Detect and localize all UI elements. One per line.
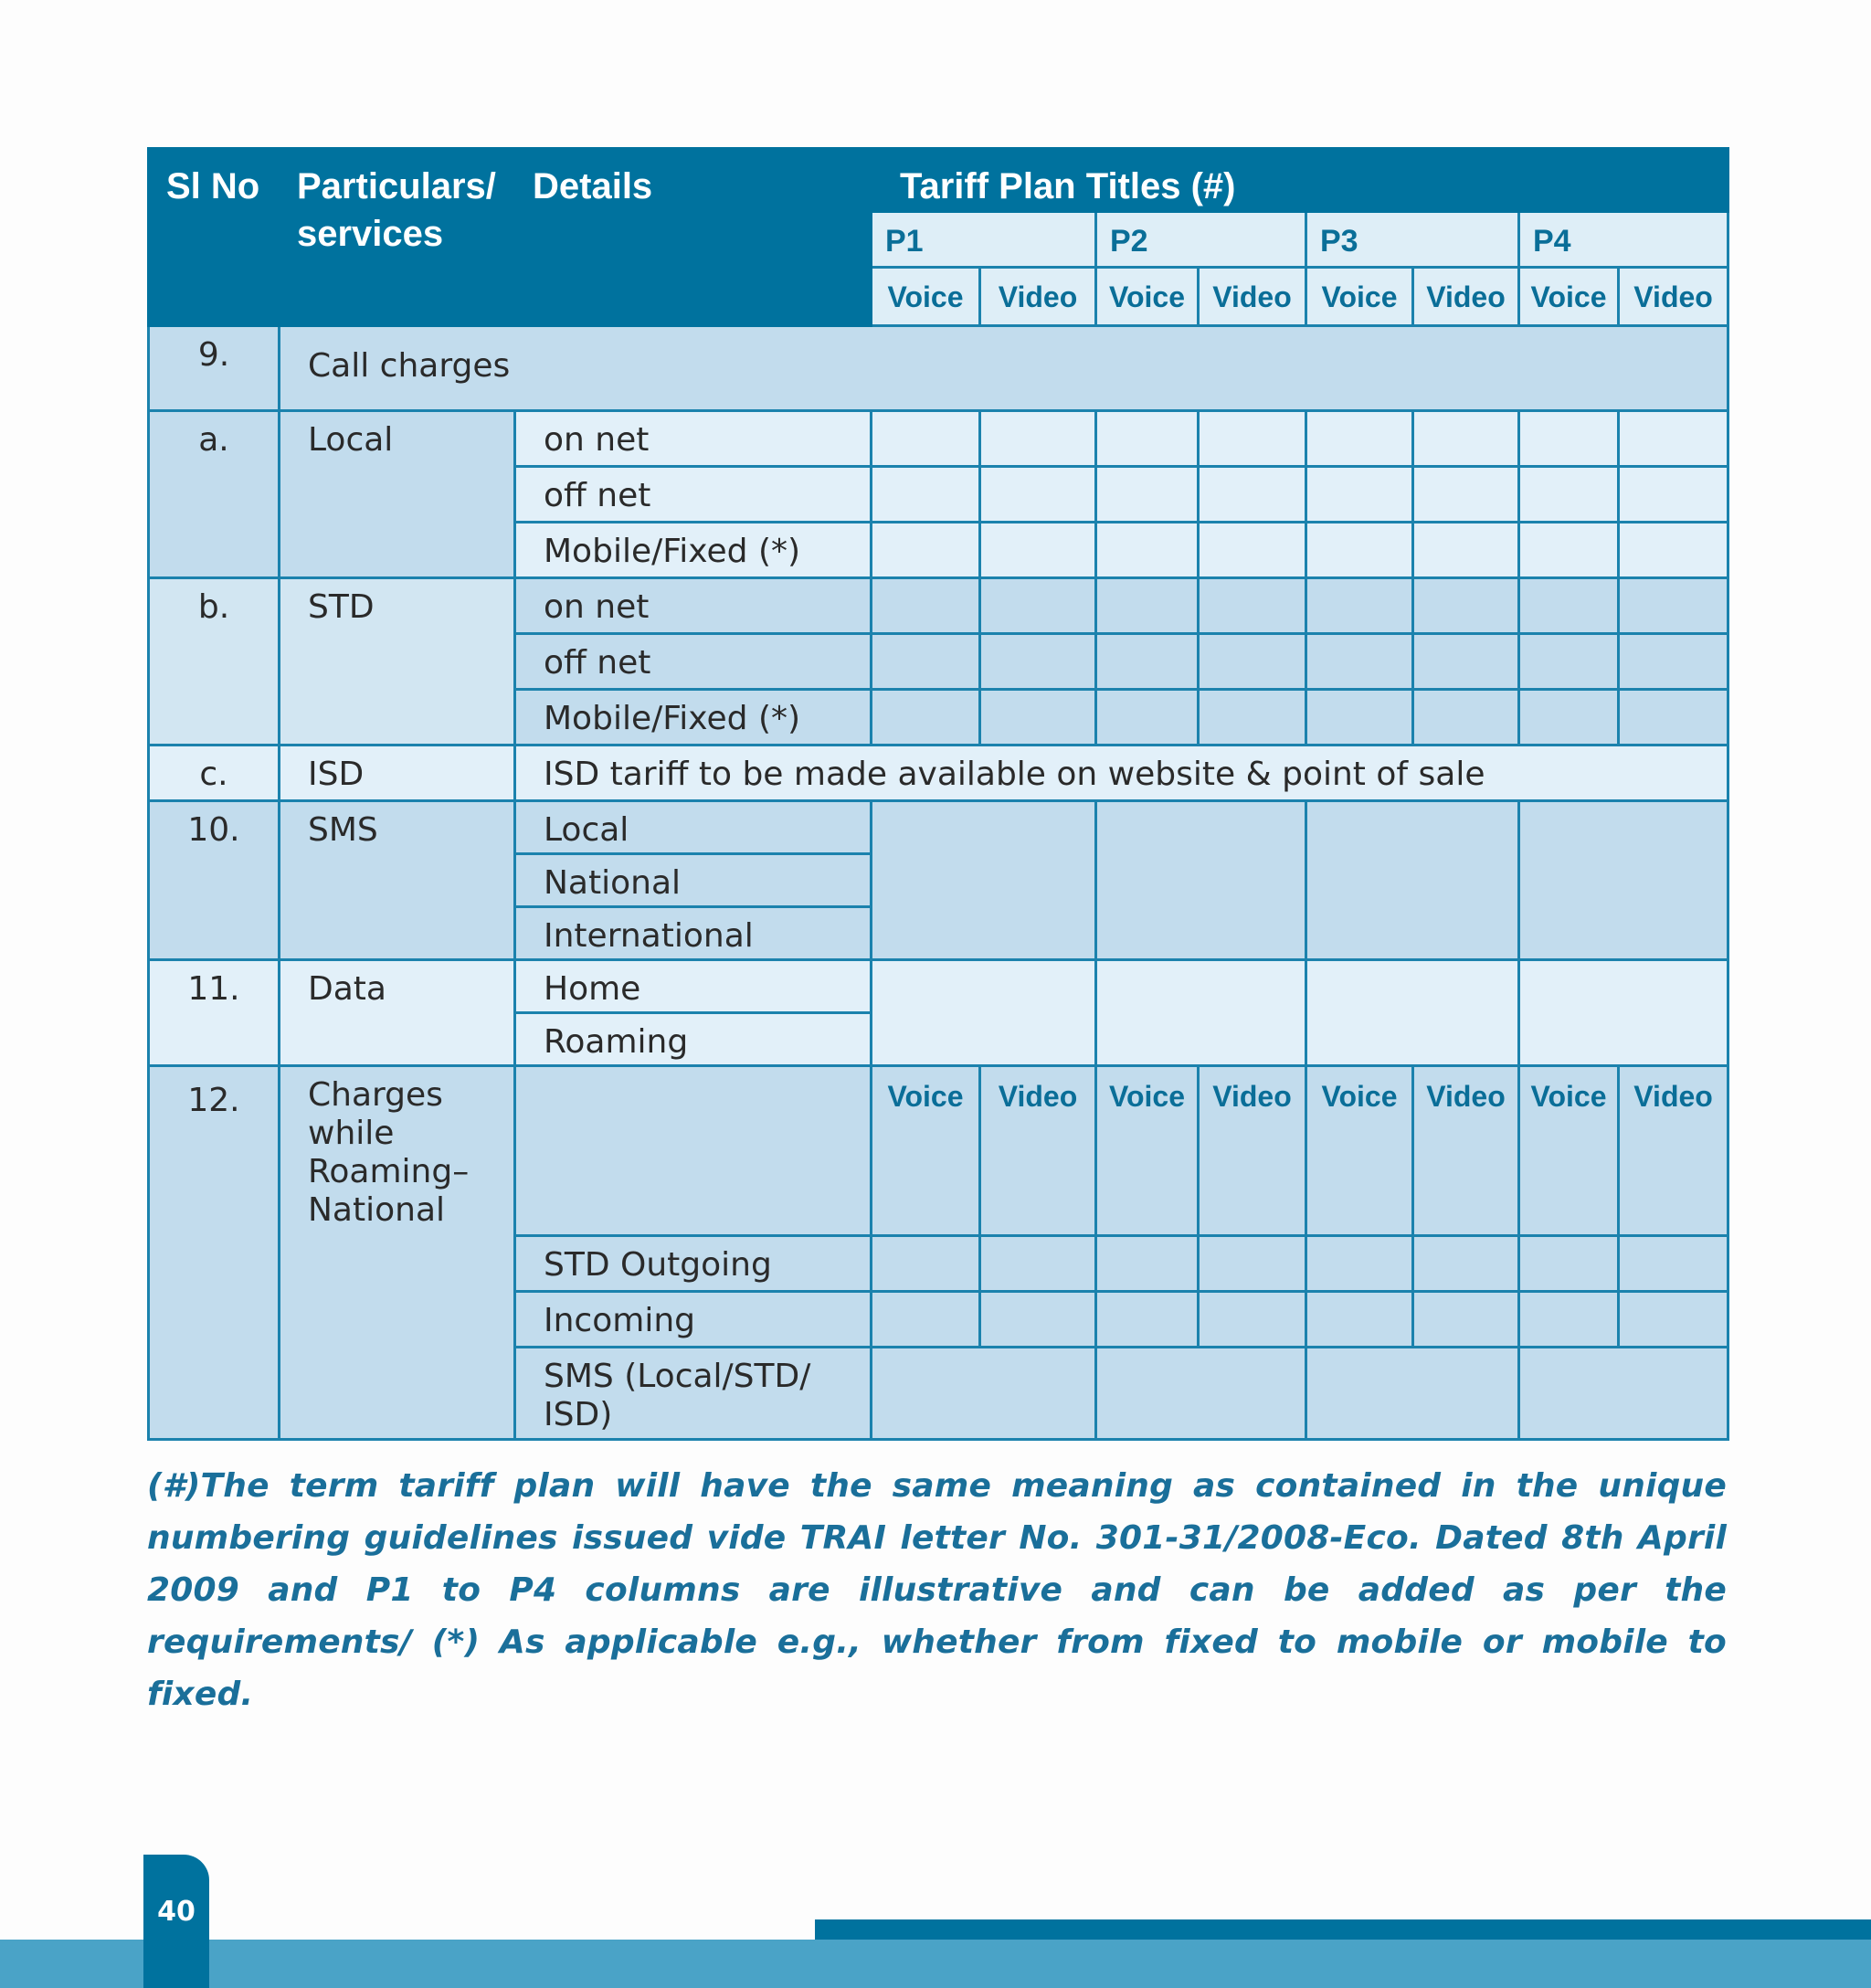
table-cell bbox=[1199, 1292, 1306, 1348]
table-cell bbox=[1519, 467, 1619, 523]
table-cell bbox=[1199, 634, 1306, 690]
table-cell bbox=[1413, 467, 1519, 523]
row-b-detail: off net bbox=[515, 634, 872, 690]
table-cell bbox=[1096, 467, 1199, 523]
table-cell bbox=[1413, 411, 1519, 467]
header-sl-no: Sl No bbox=[149, 149, 280, 326]
row-12-label: Charges while Roaming– National bbox=[280, 1066, 515, 1440]
table-cell bbox=[980, 1236, 1096, 1292]
table-cell bbox=[1413, 634, 1519, 690]
row-10-detail: National bbox=[515, 854, 872, 907]
row-a-sl: a. bbox=[149, 411, 280, 578]
table-cell bbox=[1096, 1292, 1199, 1348]
table-cell bbox=[980, 411, 1096, 467]
table-cell bbox=[1519, 634, 1619, 690]
row-12-video: Video bbox=[1199, 1066, 1306, 1236]
table-cell bbox=[1096, 523, 1199, 578]
table-cell bbox=[872, 801, 1096, 960]
row-9-sl: 9. bbox=[149, 326, 280, 411]
table-cell bbox=[1096, 1236, 1199, 1292]
table-cell bbox=[872, 634, 980, 690]
table-cell bbox=[1519, 523, 1619, 578]
row-9-label: Call charges bbox=[280, 326, 1728, 411]
row-c-label: ISD bbox=[280, 746, 515, 801]
footnote: (#)The term tariff plan will have the same meaning as contained in the unique numbering guidelines issued vide TRAI letter No. 301-31/2008-Eco. Dated 8th April 2009 and P1 to P4 columns are illustrative and can be added as per the requirements/ (*) As applicable e.g., whether from fixed to mobile or mobile to fixed. bbox=[147, 1467, 1727, 1713]
table-cell bbox=[980, 690, 1096, 746]
row-b-sl: b. bbox=[149, 578, 280, 746]
row-a-detail: on net bbox=[515, 411, 872, 467]
table-cell bbox=[872, 1236, 980, 1292]
row-a-label: Local bbox=[280, 411, 515, 578]
table-cell bbox=[1096, 801, 1306, 960]
table-cell bbox=[1096, 634, 1199, 690]
table-cell bbox=[1413, 578, 1519, 634]
table-cell bbox=[872, 523, 980, 578]
table-cell bbox=[1619, 634, 1728, 690]
table-cell bbox=[1519, 1292, 1619, 1348]
footer-bar bbox=[815, 1919, 1871, 1941]
table-cell bbox=[1619, 690, 1728, 746]
header-voice: Voice bbox=[872, 268, 980, 326]
table-cell bbox=[1096, 411, 1199, 467]
row-a-detail: Mobile/Fixed (*) bbox=[515, 523, 872, 578]
row-12-voice: Voice bbox=[1519, 1066, 1619, 1236]
row-12-video: Video bbox=[1413, 1066, 1519, 1236]
table-cell bbox=[1199, 690, 1306, 746]
row-12-voice: Voice bbox=[872, 1066, 980, 1236]
row-10-detail: Local bbox=[515, 801, 872, 854]
row-12-detail: STD Outgoing bbox=[515, 1236, 872, 1292]
table-cell bbox=[1619, 1236, 1728, 1292]
table-cell bbox=[1619, 411, 1728, 467]
table-cell bbox=[1199, 523, 1306, 578]
table-cell bbox=[1306, 523, 1413, 578]
table-cell bbox=[1096, 578, 1199, 634]
table-cell bbox=[872, 1348, 1096, 1440]
header-voice: Voice bbox=[1306, 268, 1413, 326]
table-cell bbox=[1306, 467, 1413, 523]
table-cell bbox=[980, 578, 1096, 634]
row-b-label: STD bbox=[280, 578, 515, 746]
table-cell bbox=[1519, 801, 1728, 960]
row-11-detail: Home bbox=[515, 960, 872, 1013]
header-plan-p2: P2 bbox=[1096, 212, 1306, 268]
table-cell bbox=[980, 1292, 1096, 1348]
row-b-detail: Mobile/Fixed (*) bbox=[515, 690, 872, 746]
header-voice: Voice bbox=[1519, 268, 1619, 326]
row-b-detail: on net bbox=[515, 578, 872, 634]
table-cell bbox=[872, 578, 980, 634]
table-cell bbox=[1306, 634, 1413, 690]
header-video: Video bbox=[1619, 268, 1728, 326]
table-cell bbox=[1306, 578, 1413, 634]
table-cell bbox=[1519, 411, 1619, 467]
table-cell bbox=[515, 1066, 872, 1236]
row-12-voice: Voice bbox=[1096, 1066, 1199, 1236]
header-tariff-plan-titles: Tariff Plan Titles (#) bbox=[872, 149, 1728, 212]
row-c-detail: ISD tariff to be made available on website & point of sale bbox=[515, 746, 1728, 801]
table-cell bbox=[1096, 690, 1199, 746]
table-cell bbox=[872, 690, 980, 746]
table-cell bbox=[1199, 578, 1306, 634]
header-plan-p1: P1 bbox=[872, 212, 1096, 268]
table-cell bbox=[1306, 411, 1413, 467]
header-particulars: Particulars/ services bbox=[280, 149, 515, 326]
row-c-sl: c. bbox=[149, 746, 280, 801]
table-cell bbox=[1519, 578, 1619, 634]
header-voice: Voice bbox=[1096, 268, 1199, 326]
tariff-table bbox=[147, 147, 1729, 1441]
page-number: 40 bbox=[157, 1896, 196, 1928]
row-11-sl: 11. bbox=[149, 960, 280, 1066]
row-10-label: SMS bbox=[280, 801, 515, 960]
table-cell bbox=[1199, 467, 1306, 523]
table-cell bbox=[1519, 1348, 1728, 1440]
header-plan-p4: P4 bbox=[1519, 212, 1728, 268]
table-cell bbox=[1413, 523, 1519, 578]
table-cell bbox=[872, 467, 980, 523]
row-12-video: Video bbox=[980, 1066, 1096, 1236]
table-cell bbox=[872, 960, 1096, 1066]
table-cell bbox=[1306, 690, 1413, 746]
table-cell bbox=[1519, 690, 1619, 746]
table-cell bbox=[1619, 1292, 1728, 1348]
footer-band bbox=[0, 1940, 1871, 1988]
table-cell bbox=[1306, 1348, 1519, 1440]
row-12-detail: Incoming bbox=[515, 1292, 872, 1348]
table-cell bbox=[1306, 960, 1519, 1066]
table-cell bbox=[1619, 523, 1728, 578]
table-cell bbox=[1199, 411, 1306, 467]
table-cell bbox=[1199, 1236, 1306, 1292]
table-cell bbox=[872, 411, 980, 467]
table-cell bbox=[1306, 1292, 1413, 1348]
row-11-detail: Roaming bbox=[515, 1013, 872, 1066]
table-cell bbox=[1096, 1348, 1306, 1440]
header-details: Details bbox=[515, 149, 872, 326]
header-video: Video bbox=[1413, 268, 1519, 326]
table-cell bbox=[1413, 1236, 1519, 1292]
table-cell bbox=[980, 467, 1096, 523]
row-10-detail: International bbox=[515, 907, 872, 960]
row-12-detail: SMS (Local/STD/ ISD) bbox=[515, 1348, 872, 1440]
header-plan-p3: P3 bbox=[1306, 212, 1519, 268]
row-12-video: Video bbox=[1619, 1066, 1728, 1236]
table-cell bbox=[1413, 1292, 1519, 1348]
row-12-sl: 12. bbox=[149, 1066, 280, 1440]
table-cell bbox=[1306, 1236, 1413, 1292]
table-cell bbox=[1413, 690, 1519, 746]
row-a-detail: off net bbox=[515, 467, 872, 523]
table-cell bbox=[980, 634, 1096, 690]
table-cell bbox=[1306, 801, 1519, 960]
table-cell bbox=[980, 523, 1096, 578]
row-12-voice: Voice bbox=[1306, 1066, 1413, 1236]
header-video: Video bbox=[980, 268, 1096, 326]
header-video: Video bbox=[1199, 268, 1306, 326]
table-cell bbox=[1619, 467, 1728, 523]
row-11-label: Data bbox=[280, 960, 515, 1066]
row-10-sl: 10. bbox=[149, 801, 280, 960]
table-cell bbox=[1096, 960, 1306, 1066]
table-cell bbox=[1519, 1236, 1619, 1292]
table-cell bbox=[1519, 960, 1728, 1066]
table-cell bbox=[872, 1292, 980, 1348]
table-cell bbox=[1619, 578, 1728, 634]
